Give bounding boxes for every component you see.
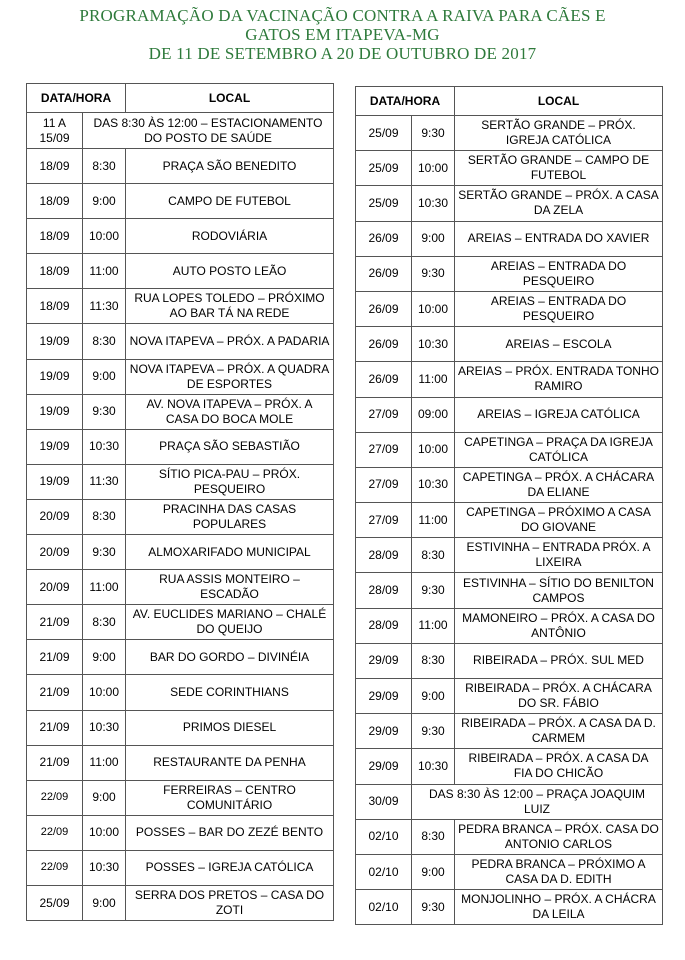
cell-time: 11:30 — [83, 289, 126, 324]
table-row — [27, 184, 334, 219]
table-row — [27, 289, 334, 324]
cell-local: PEDRA BRANCA – PRÓXIMO A CASA DA D. EDITH — [455, 854, 663, 889]
cell-local: BAR DO GORDO – DIVINÉIA — [126, 640, 334, 675]
cell-date: 29/09 — [356, 714, 412, 749]
cell-local: AREIAS – ENTRADA DO XAVIER — [455, 221, 663, 256]
table-row — [27, 113, 334, 149]
table-row — [356, 397, 663, 432]
cell-local: AREIAS – PRÓX. ENTRADA TONHO RAMIRO — [455, 362, 663, 397]
table-row — [356, 256, 663, 291]
cell-date: 20/09 — [27, 570, 83, 605]
cell-time: 10:00 — [83, 675, 126, 710]
cell-date: 18/09 — [27, 289, 83, 324]
table-row — [356, 503, 663, 538]
cell-local: RIBEIRADA – PRÓX. A CASA DA D. CARMEM — [455, 714, 663, 749]
cell-date: 21/09 — [27, 745, 83, 780]
table-row — [356, 291, 663, 326]
header-row — [27, 84, 334, 113]
cell-local: AREIAS – ENTRADA DO PESQUEIRO — [455, 291, 663, 326]
cell-time: 11:00 — [83, 745, 126, 780]
cell-local: PRACINHA DAS CASAS POPULARES — [126, 499, 334, 534]
cell-time-local: DAS 8:30 ÀS 12:00 – PRAÇA JOAQUIM LUIZ — [412, 784, 663, 819]
cell-local: SERRA DOS PRETOS – CASA DO ZOTI — [126, 885, 334, 920]
table-row — [356, 221, 663, 256]
cell-local: RODOVIÁRIA — [126, 219, 334, 254]
cell-time: 8:30 — [412, 538, 455, 573]
cell-time-local: DAS 8:30 ÀS 12:00 – ESTACIONAMENTO DO POSTO DE SAÚDE — [83, 113, 334, 149]
cell-date: 18/09 — [27, 149, 83, 184]
cell-date: 20/09 — [27, 535, 83, 570]
cell-time: 10:30 — [412, 749, 455, 784]
cell-date: 29/09 — [356, 679, 412, 714]
table-row — [27, 570, 334, 605]
table-row — [356, 819, 663, 854]
cell-date: 18/09 — [27, 254, 83, 289]
table-row — [27, 850, 334, 885]
cell-time: 11:00 — [412, 503, 455, 538]
cell-date: 27/09 — [356, 397, 412, 432]
cell-date: 18/09 — [27, 219, 83, 254]
cell-local: CAPETINGA – PRÓXIMO A CASA DO GIOVANE — [455, 503, 663, 538]
cell-time: 11:00 — [412, 608, 455, 643]
cell-time: 8:30 — [412, 819, 455, 854]
cell-date: 28/09 — [356, 608, 412, 643]
cell-local: AREIAS – ESCOLA — [455, 327, 663, 362]
table-row — [356, 362, 663, 397]
cell-date: 26/09 — [356, 362, 412, 397]
table-row — [27, 885, 334, 920]
cell-local: RUA ASSIS MONTEIRO – ESCADÃO — [126, 570, 334, 605]
table-row — [356, 890, 663, 925]
cell-time: 11:00 — [412, 362, 455, 397]
cell-time: 9:30 — [83, 394, 126, 429]
cell-local: NOVA ITAPEVA – PRÓX. A PADARIA — [126, 324, 334, 359]
cell-date: 19/09 — [27, 429, 83, 464]
table-row — [356, 608, 663, 643]
cell-time: 9:00 — [412, 679, 455, 714]
cell-time: 9:00 — [412, 221, 455, 256]
table-row — [27, 605, 334, 640]
cell-local: ALMOXARIFADO MUNICIPAL — [126, 535, 334, 570]
cell-local: FERREIRAS – CENTRO COMUNITÁRIO — [126, 780, 334, 815]
cell-local: PRIMOS DIESEL — [126, 710, 334, 745]
cell-time: 9:30 — [412, 714, 455, 749]
cell-date: 26/09 — [356, 291, 412, 326]
cell-time: 9:30 — [412, 890, 455, 925]
table-row — [27, 535, 334, 570]
page-title — [0, 6, 685, 63]
table-row — [27, 710, 334, 745]
cell-time: 11:00 — [83, 254, 126, 289]
table-row — [27, 675, 334, 710]
cell-date: 25/09 — [356, 186, 412, 221]
cell-local: AV. EUCLIDES MARIANO – CHALÉ DO QUEIJO — [126, 605, 334, 640]
cell-local: AUTO POSTO LEÃO — [126, 254, 334, 289]
cell-local: CAPETINGA – PRÓX. A CHÁCARA DA ELIANE — [455, 467, 663, 502]
cell-local: SERTÃO GRANDE – PRÓX. A CASA DA ZELA — [455, 186, 663, 221]
cell-date: 26/09 — [356, 256, 412, 291]
cell-date: 26/09 — [356, 327, 412, 362]
table-row — [356, 116, 663, 151]
cell-local: RIBEIRADA – PRÓX. SUL MED — [455, 643, 663, 678]
cell-time: 10:30 — [412, 186, 455, 221]
cell-time: 09:00 — [412, 397, 455, 432]
cell-date: 27/09 — [356, 467, 412, 502]
cell-time: 8:30 — [412, 643, 455, 678]
cell-date: 25/09 — [356, 151, 412, 186]
table-row — [356, 327, 663, 362]
schedule-table-right — [355, 86, 663, 925]
cell-time: 10:30 — [83, 710, 126, 745]
cell-date: 29/09 — [356, 749, 412, 784]
cell-local: CAPETINGA – PRAÇA DA IGREJA CATÓLICA — [455, 432, 663, 467]
table-row — [356, 573, 663, 608]
cell-local: PEDRA BRANCA – PRÓX. CASA DO ANTONIO CARLOS — [455, 819, 663, 854]
table-row — [27, 394, 334, 429]
cell-date: 26/09 — [356, 221, 412, 256]
header-row — [356, 87, 663, 116]
cell-local: SERTÃO GRANDE – CAMPO DE FUTEBOL — [455, 151, 663, 186]
cell-local: POSSES – BAR DO ZEZÉ BENTO — [126, 815, 334, 850]
cell-time: 10:30 — [412, 327, 455, 362]
title-line-3: DE 11 DE SETEMBRO A 20 DE OUTUBRO DE 2017 — [148, 44, 537, 63]
cell-time: 10:30 — [83, 429, 126, 464]
cell-date: 28/09 — [356, 573, 412, 608]
cell-date: 19/09 — [27, 464, 83, 499]
cell-date: 20/09 — [27, 499, 83, 534]
table-row — [27, 324, 334, 359]
cell-time: 10:00 — [412, 151, 455, 186]
cell-time: 8:30 — [83, 149, 126, 184]
cell-date: 21/09 — [27, 605, 83, 640]
table-row — [27, 464, 334, 499]
table-row — [27, 254, 334, 289]
cell-time: 10:00 — [83, 219, 126, 254]
cell-local: RIBEIRADA – PRÓX. A CHÁCARA DO SR. FÁBIO — [455, 679, 663, 714]
cell-time: 9:30 — [83, 535, 126, 570]
table-row — [356, 854, 663, 889]
cell-date: 27/09 — [356, 503, 412, 538]
cell-local: AREIAS – ENTRADA DO PESQUEIRO — [455, 256, 663, 291]
cell-time: 8:30 — [83, 324, 126, 359]
cell-date: 21/09 — [27, 640, 83, 675]
table-row — [27, 780, 334, 815]
header-datahora: DATA/HORA — [27, 84, 126, 113]
cell-time: 10:00 — [412, 432, 455, 467]
table-row — [356, 467, 663, 502]
cell-time: 10:30 — [83, 850, 126, 885]
table-row — [356, 643, 663, 678]
cell-local: MAMONEIRO – PRÓX. A CASA DO ANTÔNIO — [455, 608, 663, 643]
table-row — [356, 714, 663, 749]
cell-date: 21/09 — [27, 710, 83, 745]
cell-time: 9:00 — [83, 640, 126, 675]
cell-date: 29/09 — [356, 643, 412, 678]
cell-time: 9:30 — [412, 116, 455, 151]
table-row — [356, 784, 663, 819]
cell-local: SERTÃO GRANDE – PRÓX. IGREJA CATÓLICA — [455, 116, 663, 151]
cell-date: 02/10 — [356, 854, 412, 889]
table-row — [27, 429, 334, 464]
table-row — [27, 149, 334, 184]
cell-time: 11:30 — [83, 464, 126, 499]
schedule-table-left — [26, 83, 334, 921]
cell-date: 22/09 — [27, 780, 83, 815]
cell-date: 19/09 — [27, 359, 83, 394]
cell-time: 10:00 — [83, 815, 126, 850]
cell-local: AV. NOVA ITAPEVA – PRÓX. A CASA DO BOCA MOLE — [126, 394, 334, 429]
cell-date: 22/09 — [27, 850, 83, 885]
cell-local: PRAÇA SÃO BENEDITO — [126, 149, 334, 184]
cell-local: RESTAURANTE DA PENHA — [126, 745, 334, 780]
cell-time: 8:30 — [83, 605, 126, 640]
cell-local: NOVA ITAPEVA – PRÓX. A QUADRA DE ESPORTES — [126, 359, 334, 394]
table-row — [356, 151, 663, 186]
cell-time: 9:00 — [83, 780, 126, 815]
table-row — [27, 499, 334, 534]
cell-time: 11:00 — [83, 570, 126, 605]
header-datahora: DATA/HORA — [356, 87, 455, 116]
cell-date: 02/10 — [356, 890, 412, 925]
table-row — [27, 219, 334, 254]
table-row — [356, 538, 663, 573]
cell-date: 22/09 — [27, 815, 83, 850]
table-row — [27, 745, 334, 780]
table-row — [27, 640, 334, 675]
cell-local: RIBEIRADA – PRÓX. A CASA DA FIA DO CHICÃO — [455, 749, 663, 784]
cell-date: 19/09 — [27, 394, 83, 429]
table-row — [356, 186, 663, 221]
cell-local: ESTIVINHA – ENTRADA PRÓX. A LIXEIRA — [455, 538, 663, 573]
header-local: LOCAL — [126, 84, 334, 113]
cell-time: 9:00 — [83, 184, 126, 219]
cell-local: AREIAS – IGREJA CATÓLICA — [455, 397, 663, 432]
cell-date: 25/09 — [27, 885, 83, 920]
cell-date: 30/09 — [356, 784, 412, 819]
header-local: LOCAL — [455, 87, 663, 116]
cell-date: 25/09 — [356, 116, 412, 151]
table-row — [27, 815, 334, 850]
cell-local: MONJOLINHO – PRÓX. A CHÁCRA DA LEILA — [455, 890, 663, 925]
cell-date: 21/09 — [27, 675, 83, 710]
table-row — [356, 679, 663, 714]
cell-time: 10:00 — [412, 291, 455, 326]
table-row — [27, 359, 334, 394]
cell-local: POSSES – IGREJA CATÓLICA — [126, 850, 334, 885]
table-row — [356, 749, 663, 784]
cell-time: 9:00 — [83, 359, 126, 394]
title-line-2: GATOS EM ITAPEVA-MG — [245, 25, 440, 44]
cell-date: 02/10 — [356, 819, 412, 854]
cell-local: CAMPO DE FUTEBOL — [126, 184, 334, 219]
cell-date: 11 A 15/09 — [27, 113, 83, 149]
cell-time: 9:00 — [83, 885, 126, 920]
cell-time: 10:30 — [412, 467, 455, 502]
cell-local: SEDE CORINTHIANS — [126, 675, 334, 710]
cell-local: RUA LOPES TOLEDO – PRÓXIMO AO BAR TÁ NA REDE — [126, 289, 334, 324]
cell-time: 9:00 — [412, 854, 455, 889]
cell-time: 8:30 — [83, 499, 126, 534]
cell-date: 19/09 — [27, 324, 83, 359]
cell-time: 9:30 — [412, 573, 455, 608]
cell-date: 18/09 — [27, 184, 83, 219]
cell-local: ESTIVINHA – SÍTIO DO BENILTON CAMPOS — [455, 573, 663, 608]
cell-local: PRAÇA SÃO SEBASTIÃO — [126, 429, 334, 464]
cell-local: SÍTIO PICA-PAU – PRÓX. PESQUEIRO — [126, 464, 334, 499]
title-line-1: PROGRAMAÇÃO DA VACINAÇÃO CONTRA A RAIVA PARA CÃES E — [79, 6, 606, 25]
table-row — [356, 432, 663, 467]
cell-date: 28/09 — [356, 538, 412, 573]
cell-time: 9:30 — [412, 256, 455, 291]
cell-date: 27/09 — [356, 432, 412, 467]
